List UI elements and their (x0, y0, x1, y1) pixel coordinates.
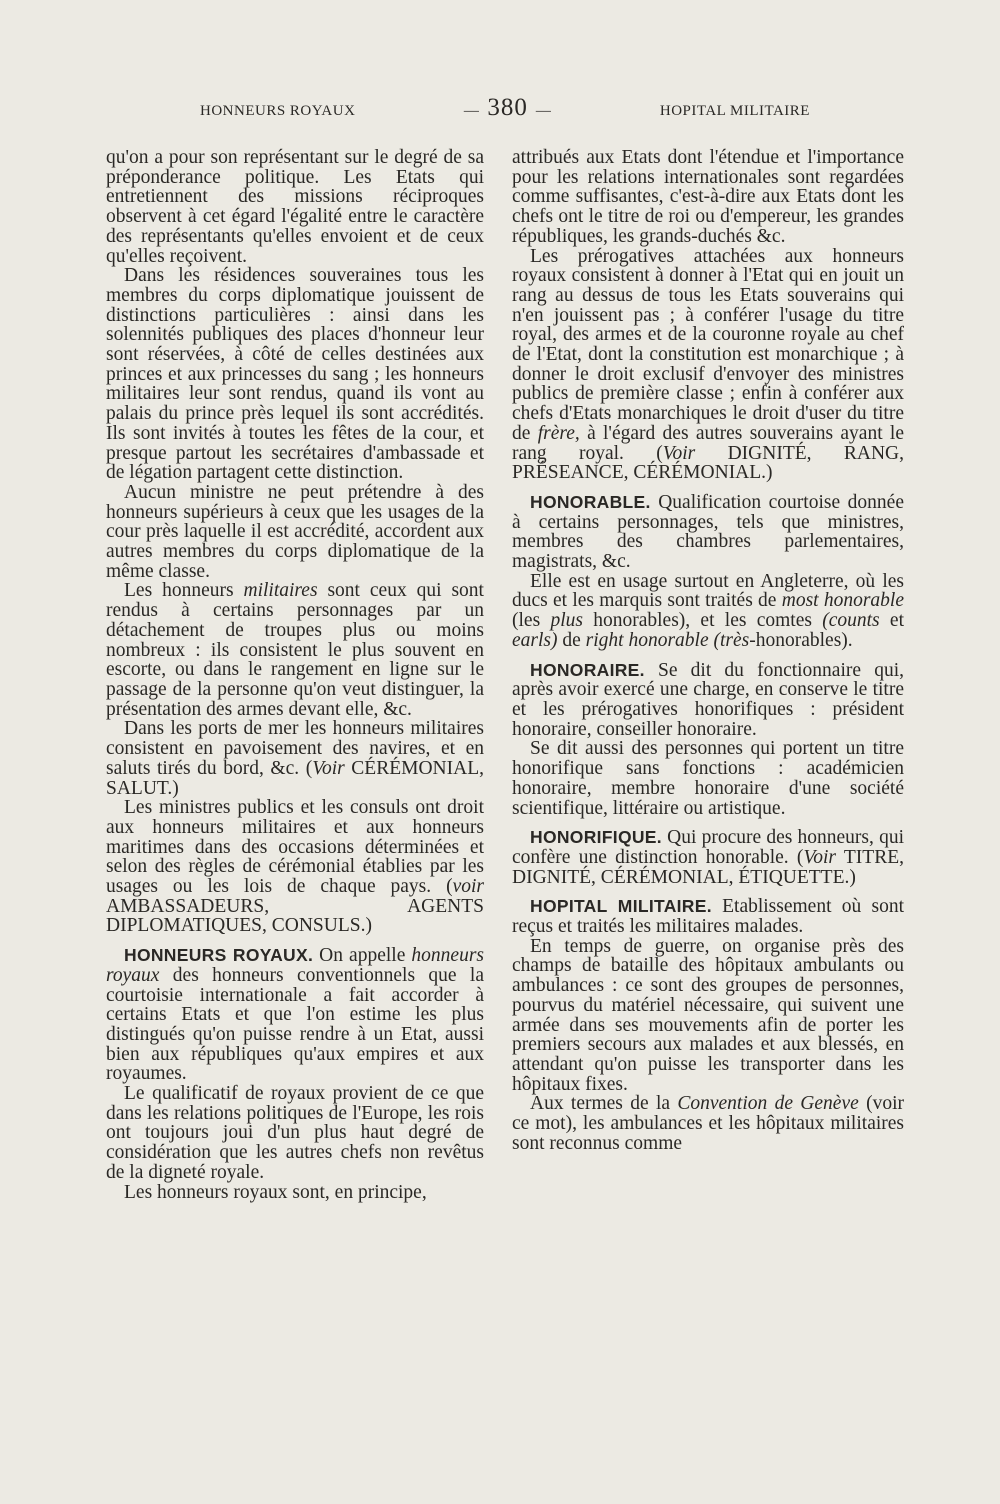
italic-run: Voir (312, 757, 345, 779)
entry-headword: HONORAIRE. (530, 659, 645, 680)
paragraph (106, 581, 484, 719)
italic-run: militaires (243, 580, 318, 602)
entry-headword: HOPITAL MILITAIRE. (530, 896, 712, 917)
paragraph: En temps de guerre, on organise près des champs de bataille des hôpitaux ambulants ou ambulances : ce sont des groupes de personnes, pourvus du matériel nécessaire, qui suivent une armée dans ses mouvements afin de porter les premiers secours aux malades et aux blessés, en attendant qu'on puisse les transporter dans les hôpitaux fixes. (512, 935, 904, 1095)
paragraph (106, 798, 484, 936)
entry-headword: HONORABLE. (530, 491, 651, 512)
italic-run: plus (550, 610, 583, 632)
text-run: à l'égard des autres souverains ayant le rang royal. ( (512, 422, 904, 464)
text-run: Qui procure des honneurs, qui confère une distinction honorable. ( (512, 827, 904, 868)
italic-run: right honorable (très- (585, 629, 756, 651)
text-run: Etablissement où sont reçus et traités les militaires malades. (512, 896, 904, 938)
paragraph: qu'on a pour son représentant sur le degré de sa préponderance politique. Les Etats qui entretiennent des missions réciproques observent à cet égard l'égalité entre le caractère des représentants qu'elles envoient et de ceux qu'elles reçoivent. (106, 147, 484, 267)
text-run: Se dit du fonctionnaire qui, après avoir exercé une charge, en conserve le titre et les prérogatives honorifiques : président honoraire, conseiller honoraire. (512, 659, 904, 740)
left-column (106, 148, 484, 1202)
text-run: Dans les ports de mer les honneurs militaires consistent en pavoisement des navires, et en saluts tirés du bord, &c. ( (106, 718, 484, 779)
dictionary-entry-honoraire (512, 661, 904, 740)
italic-run: frère, (537, 422, 580, 444)
text-run: honorables). (755, 629, 853, 651)
text-run: Les honneurs (124, 580, 244, 602)
italic-run: earls) (512, 629, 558, 651)
paragraph: Se dit aussi des personnes qui portent un titre honorifique sans fonctions : académicien honoraire, membre honoraire d'une société scientifique, littéraire ou artistique. (512, 738, 904, 819)
italic-run: Convention de Genève (677, 1093, 859, 1115)
text-run: AMBASSADEURS, AGENTS DIPLOMATIQUES, CONSULS.) (106, 895, 484, 937)
running-header (200, 94, 810, 124)
text-run: On appelle (313, 945, 412, 967)
paragraph: Le qualificatif de royaux provient de ce que dans les relations politiques de l'Europe, les rois ont toujours joui d'un plus haut degré de considération que les autres chefs non revêtus de la digneté royale. (106, 1083, 484, 1183)
text-run: de (557, 629, 586, 651)
paragraph: attribués aux Etats dont l'étendue et l'importance pour les relations internationales sont regardées comme suffisantes, c'est-à-dire aux Etats dont les chefs ont le titre de roi ou d'empereur, les grandes républiques, les grands-duchés &c. (512, 147, 904, 247)
paragraph (512, 247, 904, 483)
dictionary-entry-honneurs-royaux (106, 946, 484, 1084)
text-run: sont ceux qui sont rendus à certains personnages par un détachement de troupes plus ou moins nombreux : ils consistent le plus souvent en escorte, ou dans le rangement en ligne sur le passage de la personne qu'on veut distinguer, la présentation des armes devant elle, &c. (106, 580, 484, 720)
italic-run: (counts (822, 610, 880, 632)
text-run: (voir ce mot), les ambulances et les hôpitaux militaires sont reconnus comme (512, 1093, 904, 1154)
text-run: CÉRÉMONIAL, SALUT.) (106, 757, 484, 799)
paragraph: Dans les résidences souveraines tous les membres du corps diplomatique jouissent de distinctions particulières : ainsi dans les solennités publiques des places d'honneur leur sont réservées, à côté de celles destinées aux princes et aux princesses du sang ; les honneurs militaires leur sont rendus, quand ils vont au palais du prince près lequel ils sont accrédités. Ils sont invités à toutes les fêtes de la cour, et presque partout les secrétaires d'ambassade et de légation partagent cette distinction. (106, 265, 484, 484)
dictionary-entry-honorable (512, 493, 904, 572)
paragraph: Aucun ministre ne peut prétendre à des honneurs supérieurs à ceux que les usages de la cour près laquelle il est accrédité, accordent aux autres membres du corps diplomatique de la même classe. (106, 481, 484, 582)
dictionary-entry-hopital-militaire (512, 897, 904, 936)
header-dash-right: — (535, 103, 552, 119)
header-dash-left: — (463, 103, 480, 119)
paragraph (512, 572, 904, 651)
entry-headword: HONNEURS ROYAUX. (124, 945, 314, 966)
text-run: DIGNITÉ, RANG, PRÉSEANCE, CÉRÉMONIAL.) (512, 442, 904, 484)
italic-run: Voir (803, 846, 836, 868)
header-right-title: HOPITAL MILITAIRE (659, 103, 810, 119)
text-run: honorables), et les comtes (582, 610, 823, 632)
text-run: Les ministres publics et les consuls ont droit aux honneurs militaires et aux honneurs maritimes dans des occasions déterminées et selon des règles de cérémonial établies par les usages ou les lois de chaque pays. ( (106, 797, 484, 898)
text-run: et (879, 610, 904, 632)
paragraph (512, 1094, 904, 1153)
header-left-title: HONNEURS ROYAUX (200, 103, 356, 119)
italic-run: most honorable (781, 590, 905, 612)
text-run: Les prérogatives attachées aux honneurs royaux consistent à donner à l'Etat qui en jouit un rang au dessus de tous les Etats souverains qui n'en jouissent pas ; à conférer l'usage du titre royal, des armes et de la couronne royale au chef de l'Etat, dont la constitution est monarchique ; à donner le droit exclusif d'envoyer des ministres publics de première classe ; enfin à conférer aux chefs d'Etats monarchiques le droit d'user du titre de (512, 245, 904, 444)
text-run: Qualification courtoise donnée à certains personnages, tels que ministres, membres des chambres parlementaires, magistrats, &c. (512, 491, 904, 573)
text-run: (les (512, 610, 551, 632)
right-column (512, 148, 904, 1153)
text-run: des honneurs conventionnels que la courtoisie internationale a fait accorder à certains Etats et que l'on estime les plus distingués qu'on puisse rendre à un Etat, aussi bien aux républiques qu'aux empires et aux royaumes. (106, 964, 484, 1085)
dictionary-entry-honorifique (512, 828, 904, 887)
italic-run: Voir (662, 442, 696, 464)
text-run: TITRE, DIGNITÉ, CÉRÉMONIAL, ÉTIQUETTE.) (512, 846, 904, 888)
text-run: Aux termes de la (530, 1093, 678, 1115)
paragraph (106, 719, 484, 798)
italic-run: honneurs royaux (106, 945, 485, 986)
text-run: Elle est en usage surtout en Angleterre, où les ducs et les marquis sont traités de (512, 570, 904, 612)
page-number-group (456, 94, 560, 122)
italic-run: voir (452, 876, 484, 898)
page-number: 380 (487, 94, 528, 121)
entry-headword: HONORIFIQUE. (530, 827, 662, 848)
paragraph: Les honneurs royaux sont, en principe, (124, 1181, 427, 1203)
